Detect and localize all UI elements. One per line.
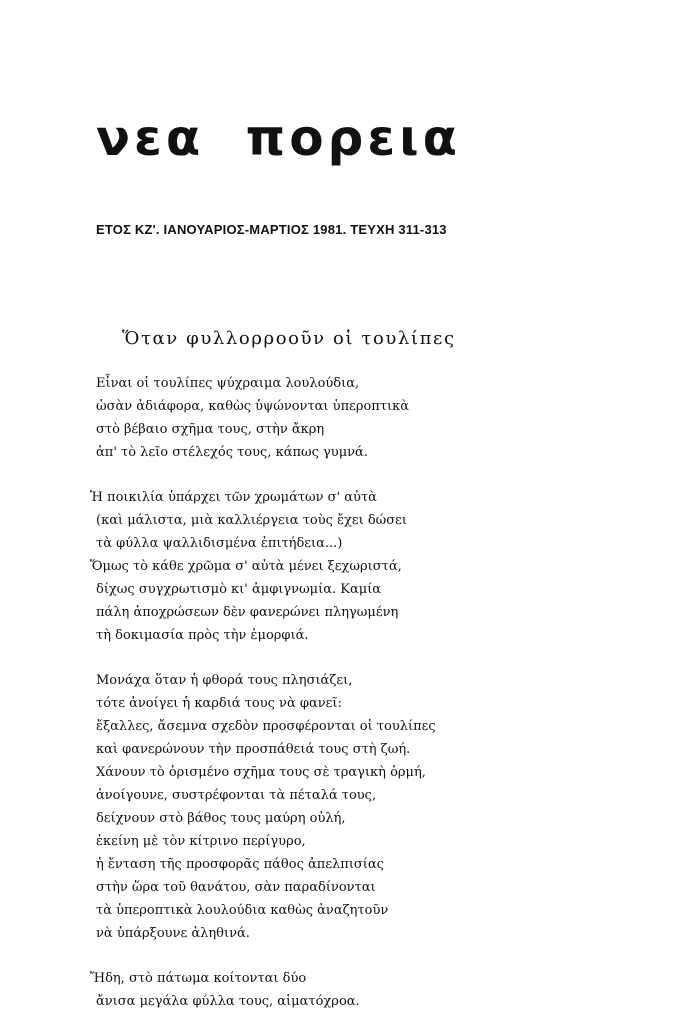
stanza (90, 967, 656, 1013)
poem-line: πάλη ἀποχρώσεων δὲν φανερώνει πληγωμένη (96, 605, 399, 620)
poem-line: ἄνισα μεγάλα φύλλα τους, αἱματόχροα. (96, 994, 360, 1009)
poem-line: τότε ἀνοίγει ἡ καρδιά τους νὰ φανεῖ: (96, 696, 342, 711)
poem-line: τὴ δοκιμασία πρὸς τὴν ἐμορφιά. (96, 628, 309, 643)
poem-line: νὰ ὑπάρξουνε ἀληθινά. (96, 926, 250, 941)
poem-line: ἀνοίγουνε, συστρέφονται τὰ πέταλά τους, (96, 788, 377, 803)
poem-line: τὰ ὑπεροπτικὰ λουλούδια καθὼς ἀναζητοῦν (96, 903, 389, 918)
poem-line: στὴν ὥρα τοῦ θανάτου, σὰν παραδίνονται (96, 880, 376, 895)
stanza (90, 486, 656, 647)
stanza (96, 372, 656, 464)
poem-line: ἐκείνη μὲ τὸν κίτρινο περίγυρο, (96, 834, 306, 849)
poem-line: Χάνουν τὸ ὁρισμένο σχῆμα τους σὲ τραγικὴ ὁρμή, (96, 765, 426, 780)
poem-body (90, 372, 656, 1035)
poem-line: Εἶναι οἱ τουλίπες ψύχραιμα λουλούδια, (96, 376, 360, 391)
stanza (96, 669, 656, 945)
poem-line: τὰ φύλλα ψαλλιδισμένα ἐπιτήδεια...) (96, 536, 343, 551)
poem-line: ἔξαλλες, ἄσεμνα σχεδὸν προσφέρονται οἱ τουλίπες (96, 719, 436, 734)
poem-line: ἡ ἔνταση τῆς προσφορᾶς πάθος ἀπελπισίας (96, 857, 384, 872)
poem-title: Ὅταν φυλλορροοῦν οἱ τουλίπες (122, 328, 456, 349)
poem-line: δίχως συγχρωτισμὸ κι' ἀμφιγνωμία. Καμία (96, 582, 382, 597)
issue-info: ΕΤΟΣ ΚΖ'. ΙΑΝΟΥΑΡΙΟΣ-ΜΑΡΤΙΟΣ 1981. ΤΕΥΧΗ 311-313 (96, 222, 447, 237)
poem-line: ἀπ' τὸ λεῖο στέλεχός τους, κάπως γυμνά. (96, 445, 368, 460)
poem-line: (καὶ μάλιστα, μιὰ καλλιέργεια τοὺς ἔχει δώσει (96, 513, 407, 528)
poem-line: ὡσὰν ἀδιάφορα, καθὼς ὑψώνονται ὑπεροπτικὰ (96, 399, 410, 414)
poem-line: Ἡ ποικιλία ὑπάρχει τῶν χρωμάτων σ' αὐτὰ (90, 490, 377, 505)
poem-line: Ὅμως τὸ κάθε χρῶμα σ' αὐτὰ μένει ξεχωριστά, (90, 559, 402, 574)
poem-line: δείχνουν στὸ βάθος τους μαύρη οὐλή, (96, 811, 346, 826)
poem-line: στὸ βέβαιο σχῆμα τους, στὴν ἄκρη (96, 422, 325, 437)
poem-line: καὶ φανερώνουν τὴν προσπάθειά τους στὴ ζωή. (96, 742, 411, 757)
poem-line: Ἤδη, στὸ πάτωμα κοίτονται δύο (90, 971, 307, 986)
poem-line: Μονάχα ὅταν ἡ φθορά τους πλησιάζει, (96, 673, 353, 688)
magazine-title: νεα πορεια (96, 109, 462, 167)
